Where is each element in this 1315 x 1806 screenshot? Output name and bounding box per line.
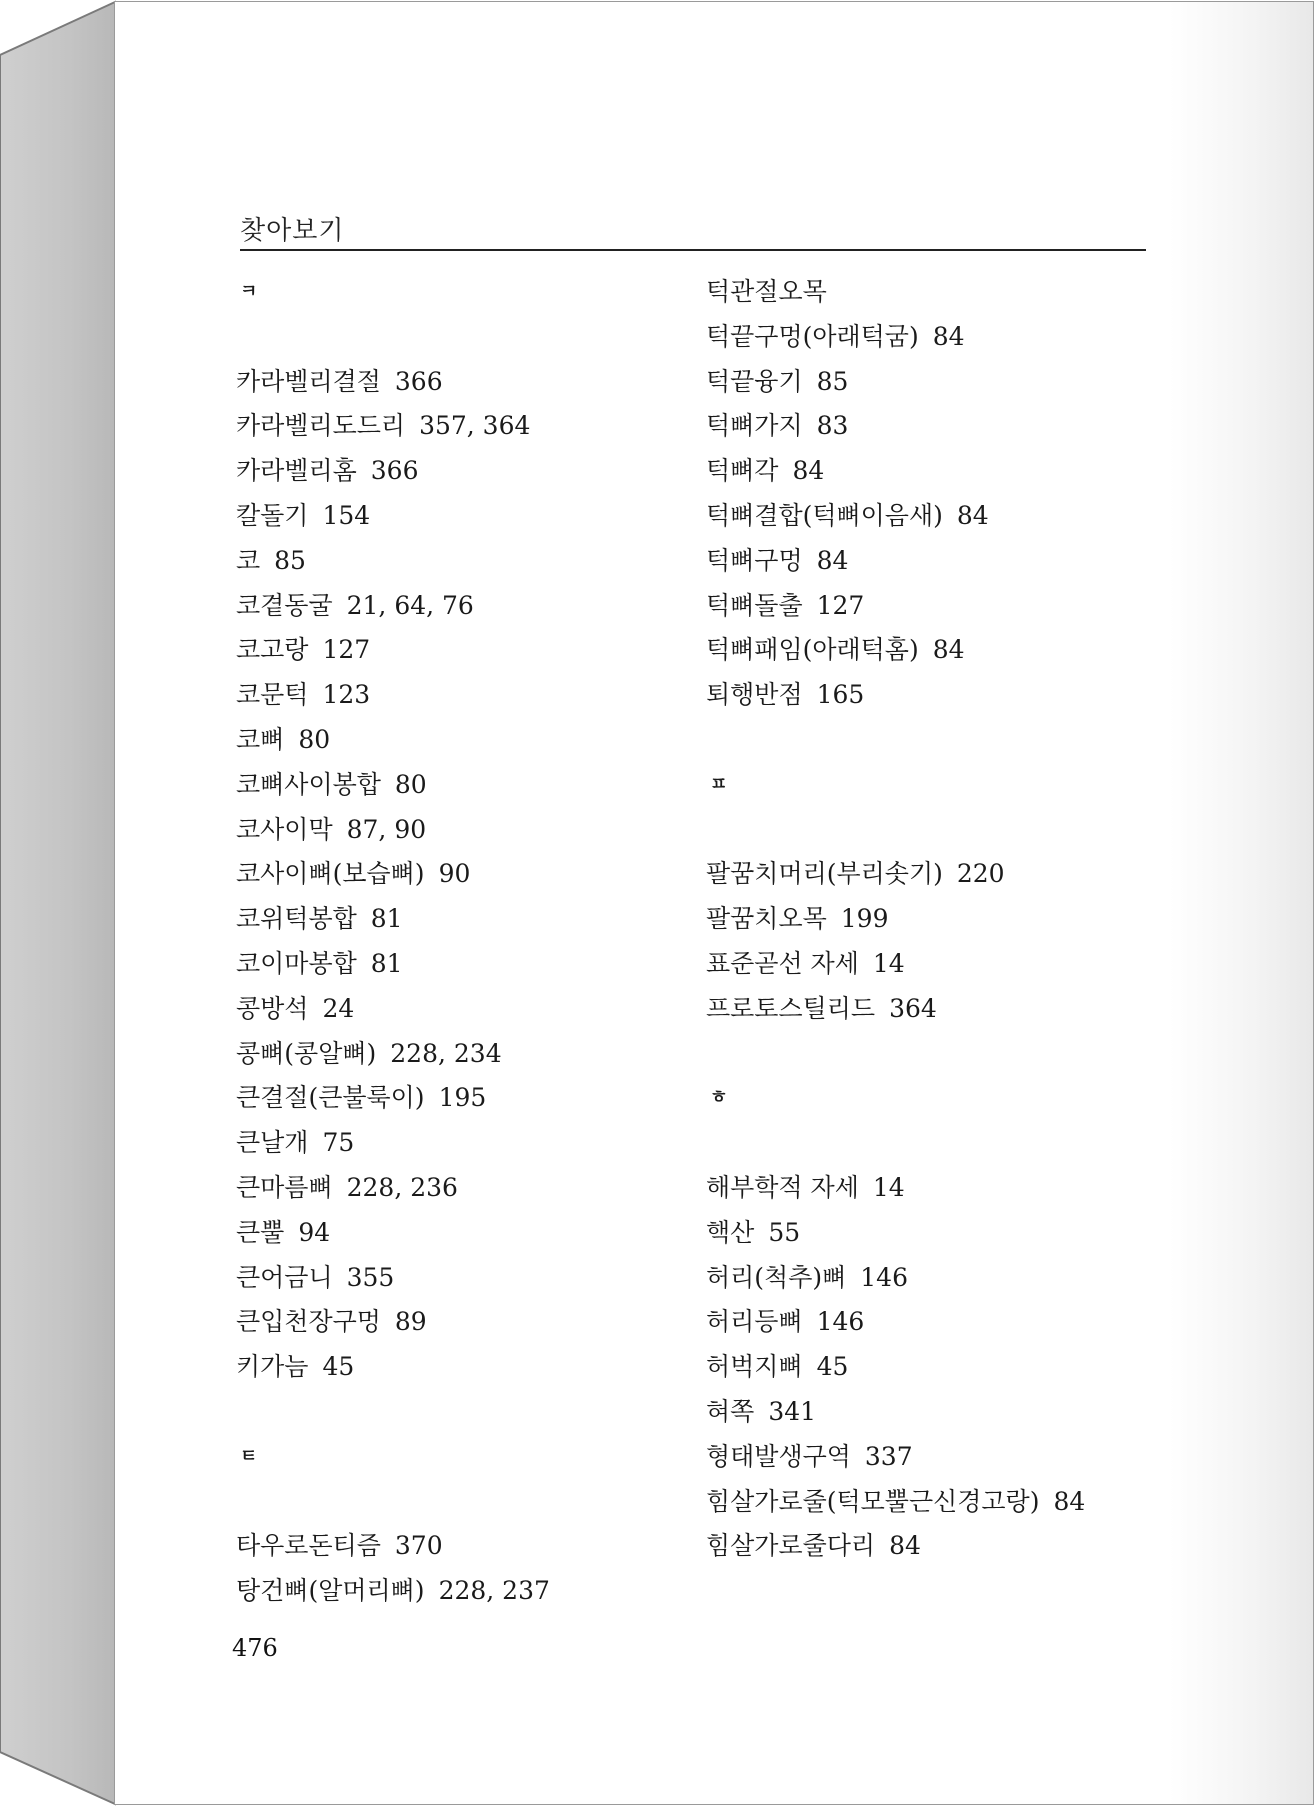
index-term: 허벅지뼈 — [706, 1352, 803, 1382]
index-term: 칼돌기 — [236, 500, 309, 530]
index-entry — [236, 1569, 696, 1614]
index-term: 카라벨리결절 — [236, 366, 381, 396]
index-term: 큰날개 — [236, 1128, 309, 1158]
index-page-refs: 165 — [816, 680, 865, 710]
index-page-refs: 146 — [860, 1262, 908, 1292]
index-entry — [236, 628, 696, 673]
index-term: 형태발생구역 — [706, 1441, 851, 1471]
index-page-refs: 366 — [370, 456, 419, 486]
index-term: 큰마름뼈 — [236, 1172, 333, 1202]
index-term: 턱끝구멍(아래턱굼) — [706, 321, 919, 351]
index-entry — [706, 584, 1166, 629]
index-entry — [706, 494, 1166, 539]
index-term: 코뼈사이봉합 — [236, 769, 381, 799]
index-page-refs: 228, 234 — [390, 1038, 502, 1068]
index-entry — [706, 942, 1166, 987]
index-left-column — [236, 270, 696, 1614]
index-term: 턱뼈각 — [706, 456, 779, 486]
index-entry — [706, 1256, 1166, 1301]
index-term: 코고랑 — [236, 635, 309, 665]
index-entry — [236, 1076, 696, 1121]
index-page-refs: 84 — [956, 500, 989, 530]
index-entry — [236, 449, 696, 494]
index-entry — [236, 763, 696, 808]
index-entry — [236, 942, 696, 987]
page-title: 찾아보기 — [240, 216, 345, 246]
index-entry — [236, 852, 696, 897]
index-page-refs: 84 — [792, 456, 825, 486]
index-term: 코이마봉합 — [236, 948, 357, 978]
index-term: 콩방석 — [236, 993, 309, 1023]
index-term: 탕건뼈(알머리뼈) — [236, 1576, 425, 1606]
index-term: 큰어금니 — [236, 1262, 333, 1292]
index-entry — [706, 1345, 1166, 1390]
index-page-refs: 195 — [438, 1083, 487, 1113]
index-term: 큰입천장구멍 — [236, 1307, 381, 1337]
page-number: 476 — [232, 1634, 278, 1662]
index-entry — [236, 1166, 696, 1211]
index-term: 허리(척추)뼈 — [706, 1262, 847, 1292]
index-entry — [236, 808, 696, 853]
index-entry — [236, 494, 696, 539]
index-entry — [706, 673, 1166, 718]
index-entry — [706, 1211, 1166, 1256]
index-page-refs: 366 — [394, 366, 443, 396]
index-entry — [236, 1032, 696, 1077]
index-term: 카라벨리도드리 — [236, 411, 406, 441]
section-gap — [236, 315, 696, 360]
index-term: 힘살가로줄(턱모뿔근신경고랑) — [706, 1486, 1040, 1516]
index-term: 턱뼈구멍 — [706, 545, 803, 575]
index-page-refs: 127 — [322, 635, 371, 665]
index-page-refs: 14 — [872, 948, 905, 978]
index-entry — [236, 539, 696, 584]
index-page-refs: 89 — [394, 1307, 427, 1337]
index-term: 힘살가로줄다리 — [706, 1531, 876, 1561]
section-gap — [706, 718, 1166, 763]
index-page-refs: 154 — [322, 500, 371, 530]
section-gap — [236, 1480, 696, 1525]
index-entry — [236, 1121, 696, 1166]
index-entry — [706, 1390, 1166, 1435]
index-entry — [706, 360, 1166, 405]
index-term: 큰뿔 — [236, 1217, 285, 1247]
index-term: 표준곧선 자세 — [706, 948, 859, 978]
index-page-refs: 83 — [816, 411, 849, 441]
index-term: 콩뼈(콩알뼈) — [236, 1038, 377, 1068]
index-page-refs: 337 — [864, 1441, 913, 1471]
index-entry — [706, 449, 1166, 494]
index-page-refs: 45 — [816, 1352, 849, 1382]
section-letter: ㅋ — [240, 281, 258, 302]
index-term: 코 — [236, 545, 261, 575]
index-term: 혀쪽 — [706, 1396, 755, 1426]
index-page-refs: 80 — [394, 769, 427, 799]
index-term: 코위턱봉합 — [236, 904, 357, 934]
index-page-refs: 87, 90 — [346, 814, 427, 844]
index-entry — [236, 1524, 696, 1569]
index-entry — [236, 718, 696, 763]
index-page-refs: 146 — [816, 1307, 865, 1337]
index-page-refs: 123 — [322, 680, 371, 710]
index-entry — [706, 1435, 1166, 1480]
index-entry — [706, 1524, 1166, 1569]
index-term: 턱뼈패임(아래턱홈) — [706, 635, 919, 665]
index-page-refs: 355 — [346, 1262, 395, 1292]
index-page-refs: 14 — [872, 1172, 905, 1202]
index-entry — [706, 539, 1166, 584]
index-page-refs: 84 — [1053, 1486, 1086, 1516]
index-page-refs: 228, 236 — [346, 1172, 458, 1202]
header-rule — [240, 249, 1146, 251]
section-gap — [706, 1121, 1166, 1166]
index-term: 해부학적 자세 — [706, 1172, 859, 1202]
index-entry — [236, 987, 696, 1032]
index-entry — [236, 673, 696, 718]
index-entry — [706, 987, 1166, 1032]
index-term: 턱뼈가지 — [706, 411, 803, 441]
index-page-refs: 80 — [298, 724, 331, 754]
index-entry — [706, 315, 1166, 360]
index-page-refs: 45 — [322, 1352, 355, 1382]
index-term: 코뼈 — [236, 724, 285, 754]
section-letter: ㅌ — [240, 1445, 258, 1467]
index-term: 코사이뼈(보습뼈) — [236, 859, 425, 889]
index-entry — [236, 1211, 696, 1256]
index-page-refs: 94 — [298, 1217, 331, 1247]
index-page-refs: 84 — [932, 321, 965, 351]
index-page-refs: 21, 64, 76 — [346, 590, 474, 620]
index-term: 코문턱 — [236, 680, 309, 710]
index-entry — [706, 404, 1166, 449]
index-entry — [706, 897, 1166, 942]
index-term: 프로토스틸리드 — [706, 993, 876, 1023]
index-page-refs: 84 — [932, 635, 965, 665]
index-page-refs: 364 — [889, 993, 937, 1023]
index-term: 타우로돈티즘 — [236, 1531, 381, 1561]
index-entry — [236, 1256, 696, 1301]
index-term: 턱끝융기 — [706, 366, 803, 396]
index-page-refs: 55 — [768, 1217, 801, 1247]
index-page-refs: 90 — [438, 859, 471, 889]
index-page-refs: 75 — [322, 1128, 355, 1158]
index-entry — [706, 1300, 1166, 1345]
index-term: 코사이막 — [236, 814, 333, 844]
index-page-refs: 199 — [840, 904, 889, 934]
section-letter: ㅍ — [710, 773, 728, 795]
index-entry — [236, 360, 696, 405]
index-page-refs: 81 — [370, 904, 403, 934]
index-page-refs: 84 — [816, 545, 849, 575]
index-page-refs: 220 — [956, 859, 1005, 889]
index-page-refs: 84 — [889, 1531, 921, 1561]
index-right-column — [706, 270, 1166, 1569]
index-entry — [236, 404, 696, 449]
index-term: 큰결절(큰불룩이) — [236, 1083, 425, 1113]
index-term: 턱뼈돌출 — [706, 590, 803, 620]
section-letter: ㅎ — [710, 1087, 728, 1109]
index-term: 턱관절오목 — [706, 277, 827, 306]
index-page-refs: 127 — [816, 590, 865, 620]
index-term: 코곁동굴 — [236, 590, 333, 620]
index-term: 카라벨리홈 — [236, 456, 357, 486]
index-entry — [236, 584, 696, 629]
index-entry — [236, 1345, 696, 1390]
index-entry — [706, 1480, 1166, 1525]
index-entry — [706, 1166, 1166, 1211]
index-term: 핵산 — [706, 1217, 755, 1247]
index-page-refs: 357, 364 — [419, 411, 531, 441]
index-page-refs: 81 — [370, 948, 403, 978]
index-page-refs: 85 — [274, 545, 306, 575]
index-page-refs: 341 — [768, 1396, 817, 1426]
index-entry — [236, 897, 696, 942]
index-term: 허리등뼈 — [706, 1307, 803, 1337]
index-page-refs: 85 — [816, 366, 849, 396]
index-entry — [706, 628, 1166, 673]
index-entry — [706, 270, 1166, 315]
index-term: 팔꿈치머리(부리솟기) — [706, 859, 943, 889]
section-gap — [706, 1032, 1166, 1077]
index-term: 턱뼈결합(턱뼈이음새) — [706, 500, 943, 530]
index-page-refs: 228, 237 — [438, 1576, 550, 1606]
index-entry — [706, 852, 1166, 897]
index-page-refs: 24 — [322, 993, 355, 1023]
index-entry — [236, 1300, 696, 1345]
section-gap — [236, 1390, 696, 1435]
index-term: 키가늠 — [236, 1352, 309, 1382]
section-gap — [706, 808, 1166, 853]
index-term: 팔꿈치오목 — [706, 904, 827, 934]
index-page-refs: 370 — [394, 1531, 443, 1561]
index-term: 퇴행반점 — [706, 680, 803, 710]
